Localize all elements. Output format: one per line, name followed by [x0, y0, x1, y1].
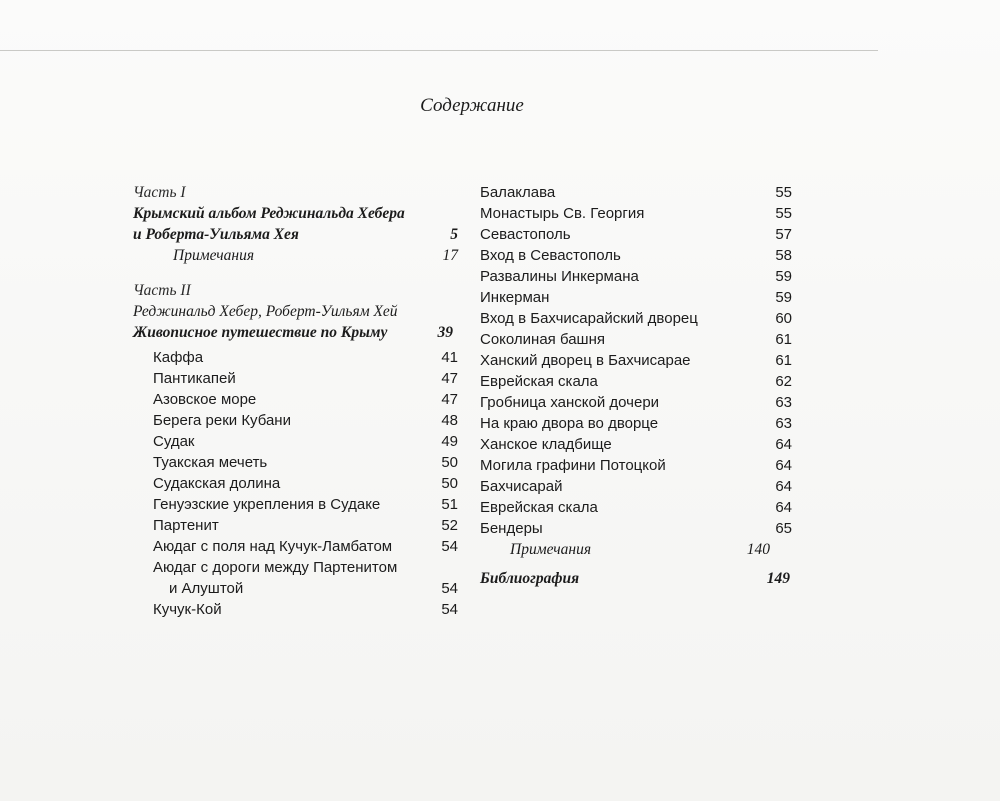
part2-title-entry [133, 322, 458, 343]
toc-entry-title: Туакская мечеть [153, 454, 268, 471]
toc-entry [480, 287, 792, 308]
part1-notes-page: 17 [442, 247, 458, 264]
toc-entry-page: 59 [775, 289, 792, 306]
last-item-page: 54 [441, 601, 458, 618]
part1-label: Часть I [133, 184, 186, 201]
part2-title: Живописное путешествие по Крыму [133, 324, 388, 341]
part1-title-line2: и Роберта-Уильяма Хея [133, 226, 299, 243]
toc-entry-title: Могила графини Потоцкой [480, 457, 666, 474]
toc-entry-title: Бахчисарай [480, 478, 563, 495]
toc-entry-page: 51 [441, 496, 458, 513]
toc-entry-page: 41 [441, 349, 458, 366]
toc-entry [480, 518, 792, 539]
toc-entry [133, 347, 458, 368]
bibliography-label: Библиография [480, 570, 580, 587]
toc-entry-page: 52 [441, 517, 458, 534]
notes2-page: 140 [746, 541, 770, 558]
toc-entry-page: 57 [775, 226, 792, 243]
toc-entry [480, 329, 792, 350]
toc-entry [133, 368, 458, 389]
toc-left-column [133, 182, 458, 620]
toc-entry-title: Вход в Севастополь [480, 247, 621, 264]
toc-entry-page: 63 [775, 415, 792, 432]
toc-entry-title: Пантикапей [153, 370, 236, 387]
part1-notes-entry [133, 245, 458, 266]
toc-entry [480, 308, 792, 329]
toc-entry-last [133, 599, 458, 620]
toc-entry [480, 245, 792, 266]
toc-entry [133, 536, 458, 557]
toc-entry-page: 65 [775, 520, 792, 537]
toc-entry-title: Еврейская скала [480, 373, 598, 390]
right-item-list [480, 182, 792, 539]
toc-entry [480, 476, 792, 497]
toc-entry-title: Развалины Инкермана [480, 268, 639, 285]
page-title: Содержание [420, 95, 524, 116]
toc-entry-page: 63 [775, 394, 792, 411]
toc-entry-title: Гробница ханской дочери [480, 394, 660, 411]
toc-entry-page: 60 [775, 310, 792, 327]
toc-entry [480, 182, 792, 203]
toc-entry [133, 389, 458, 410]
part2-label: Часть II [133, 282, 191, 299]
part1-title-entry [133, 203, 458, 245]
toc-entry [133, 452, 458, 473]
toc-entry-title: Еврейская скала [480, 499, 598, 516]
toc-entry [480, 392, 792, 413]
toc-entry-title: Балаклава [480, 184, 556, 201]
multi-item-line1: Аюдаг с дороги между Партенитом [153, 559, 398, 576]
part1-notes-label: Примечания [173, 247, 255, 264]
part2-page: 39 [437, 324, 453, 341]
toc-entry-page: 49 [441, 433, 458, 450]
toc-entry-page: 59 [775, 268, 792, 285]
part2-item-list [133, 347, 458, 557]
toc-entry [480, 455, 792, 476]
toc-entry-page: 64 [775, 436, 792, 453]
toc-entry-title: Берега реки Кубани [153, 412, 291, 429]
toc-entry-title: Судак [153, 433, 195, 450]
toc-entry-page: 48 [441, 412, 458, 429]
toc-entry-page: 58 [775, 247, 792, 264]
last-item-title: Кучук-Кой [153, 601, 222, 618]
toc-entry [480, 203, 792, 224]
toc-entry-multiline [133, 557, 458, 599]
toc-entry-page: 50 [441, 475, 458, 492]
toc-entry-page: 47 [441, 391, 458, 408]
toc-right-column [480, 182, 792, 589]
toc-entry-title: На краю двора во дворце [480, 415, 659, 432]
toc-entry [480, 434, 792, 455]
toc-entry-page: 64 [775, 478, 792, 495]
toc-entry-page: 61 [775, 352, 792, 369]
toc-entry [480, 371, 792, 392]
bibliography-page: 149 [766, 570, 790, 587]
toc-entry-page: 62 [775, 373, 792, 390]
multi-item-page: 54 [441, 580, 458, 597]
toc-entry-title: Монастырь Св. Георгия [480, 205, 645, 222]
toc-entry [133, 494, 458, 515]
toc-entry-page: 47 [441, 370, 458, 387]
toc-entry [480, 497, 792, 518]
notes2-label: Примечания [510, 541, 592, 558]
toc-entry-title: Азовское море [153, 391, 257, 408]
toc-entry-page: 64 [775, 457, 792, 474]
toc-entry-title: Партенит [153, 517, 219, 534]
toc-entry-title: Соколиная башня [480, 331, 605, 348]
toc-entry [133, 515, 458, 536]
toc-entry-title: Бендеры [480, 520, 543, 537]
toc-entry [133, 431, 458, 452]
toc-entry [480, 350, 792, 371]
toc-entry-title: Вход в Бахчисарайский дворец [480, 310, 698, 327]
toc-entry [133, 473, 458, 494]
toc-entry [133, 410, 458, 431]
toc-entry-page: 55 [775, 205, 792, 222]
multi-item-line2: и Алуштой [169, 580, 244, 597]
part2-authors: Реджинальд Хебер, Роберт-Уильям Хей [133, 303, 398, 320]
toc-entry-title: Инкерман [480, 289, 550, 306]
header-rule [0, 50, 878, 51]
toc-entry [480, 266, 792, 287]
toc-entry-title: Аюдаг с поля над Кучук-Ламбатом [153, 538, 393, 555]
toc-entry-title: Судакская долина [153, 475, 281, 492]
part1-page: 5 [450, 226, 458, 243]
toc-entry [480, 413, 792, 434]
toc-entry-page: 55 [775, 184, 792, 201]
part1-title-line1: Крымский альбом Реджинальда Хебера [133, 205, 405, 222]
toc-entry-page: 64 [775, 499, 792, 516]
toc-entry [480, 224, 792, 245]
toc-entry-title: Севастополь [480, 226, 571, 243]
toc-entry-title: Генуэзские укрепления в Судаке [153, 496, 381, 513]
toc-entry-page: 50 [441, 454, 458, 471]
toc-entry-page: 54 [441, 538, 458, 555]
bibliography-entry [480, 568, 792, 589]
toc-entry-title: Ханский дворец в Бахчисарае [480, 352, 691, 369]
toc-entry-title: Каффа [153, 349, 204, 366]
toc-entry-title: Ханское кладбище [480, 436, 612, 453]
part2-notes-entry [480, 539, 792, 560]
toc-entry-page: 61 [775, 331, 792, 348]
